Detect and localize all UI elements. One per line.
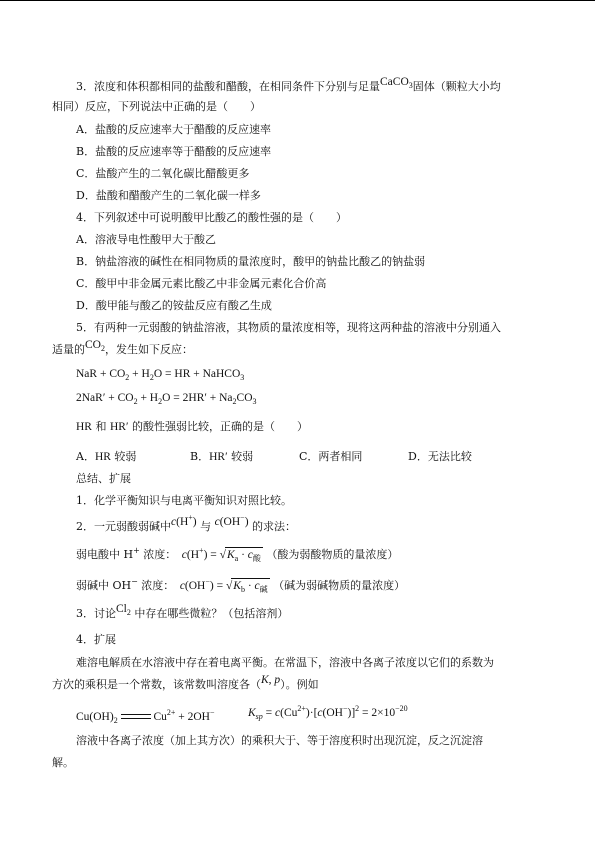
q5-option-a: A．HR 较弱 (76, 450, 137, 463)
page-top-border (0, 0, 595, 1)
q3-option-a: A．盐酸的反应速率大于醋酸的反应速率 (76, 123, 271, 136)
q5-stem-line2: 适量的$CO_2$，发生如下反应： (52, 339, 193, 356)
q5-option-b: B．HR′ 较弱 (190, 450, 254, 463)
q3-option-b: B．盐酸的反应速率等于醋酸的反应速率 (76, 145, 272, 158)
q5-equation-2: $2NaR' + CO_2 + H_2O = 2HR' + Na_2CO_3$ (76, 392, 257, 406)
summary-item-3: 3．讨论$Cl_2$ 中存在哪些微粒？（包括溶剂） (76, 603, 289, 620)
summary-heading: 总结、扩展 (76, 472, 131, 485)
caco3-formula: CaCO$_3$ (380, 76, 413, 90)
base-concentration-formula: 弱碱中 OH− 浓度： $c(OH^-) = √K_b \cdot c_碱$ （碱为弱碱物质的量浓度） (76, 575, 405, 597)
ksp-expression: $K_{sp} = c(Cu^{2+})\cdot[c(OH^-)]^2 = 2\times 10^{-20}$ (248, 704, 408, 721)
paragraph-line-4: 解。 (52, 756, 74, 769)
summary-item-4: 4．扩展 (76, 633, 116, 646)
ksp-dissociation-equation: $Cu(OH)_2$ $Cu^{2+} + 2OH^-$ (76, 708, 215, 725)
paragraph-line-2: 方次的乘积是一个常数，该常数叫溶度各（K, p）。例如 (52, 674, 319, 691)
q3-option-c: C．盐酸产生的二氧化碳比醋酸更多 (76, 167, 250, 180)
co2-formula: $CO_2$ (85, 339, 105, 353)
q5-option-d: D．无法比较 (408, 450, 472, 463)
acid-concentration-formula: 弱电酸中 H+ 浓度： $c(H^+) = √K_a \cdot c_酸$ （酸为弱酸物质的量浓度） (76, 544, 398, 566)
q5-stem-line1: 5．有两种一元弱酸的钠盐溶液，其物质的量浓度相等，现将这两种盐的溶液中分别通入 (76, 321, 501, 334)
equilibrium-arrow-icon (121, 711, 151, 723)
q3-stem-line2: 相同）反应，下列说法中正确的是（ ） (52, 100, 261, 113)
summary-item-1: 1．化学平衡知识与电离平衡知识对照比较。 (76, 494, 292, 507)
paragraph-line-1: 难溶电解质在水溶液中存在着电离平衡。在常温下，溶液中各离子浓度以它们的系数为 (76, 656, 494, 669)
q4-option-c: C．酸甲中非金属元素比酸乙中非金属元素化合价高 (76, 277, 327, 290)
summary-item-2: 2．一元弱酸弱碱中c(H+) 与 c(OH−) 的求法： (76, 513, 297, 533)
q3-stem-line1: 3．浓度和体积都相同的盐酸和醋酸，在相同条件下分别与足量CaCO$_3$固体（颗粒大小均 (76, 76, 501, 93)
q4-option-d: D．酸甲能与酸乙的铵盐反应有酸乙生成 (76, 299, 272, 312)
q4-option-b: B．钠盐溶液的碱性在相同物质的量浓度时，酸甲的钠盐比酸乙的钠盐弱 (76, 255, 426, 268)
q5-option-c: C．两者相同 (299, 450, 363, 463)
q3-option-d: D．盐酸和醋酸产生的二氧化碳一样多 (76, 189, 261, 202)
q4-stem: 4．下列叙述中可说明酸甲比酸乙的酸性强的是（ ） (76, 211, 347, 224)
q5-equation-1: NaR + $CO_2 + H_2O$ = HR + NaHCO$_3$ (76, 368, 245, 382)
paragraph-line-3: 溶液中各离子浓度（加上其方次）的乘积大于、等于溶度积时出现沉淀，反之沉淀溶 (76, 734, 483, 747)
q5-compare-question: HR 和 HR′ 的酸性强弱比较，正确的是（ ） (76, 420, 308, 433)
q4-option-a: A．溶液导电性酸甲大于酸乙 (76, 233, 216, 246)
